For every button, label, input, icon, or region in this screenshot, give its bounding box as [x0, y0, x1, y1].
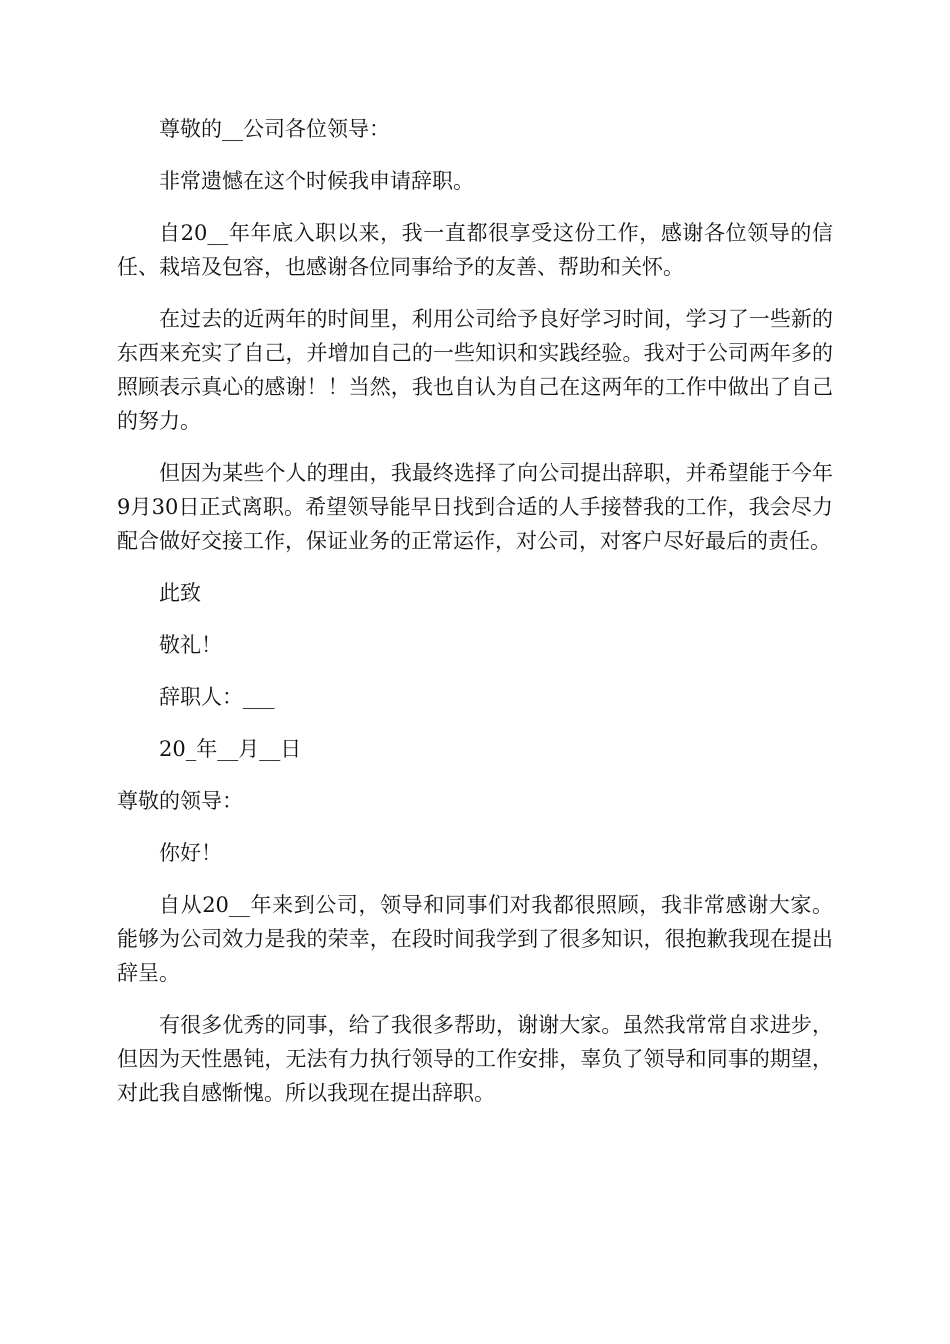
letter1-signer: 辞职人：___	[159, 685, 275, 709]
letter1-closing-1: 此致	[159, 581, 201, 605]
document-page	[117, 112, 833, 1128]
letter1-closing-2: 敬礼！	[159, 633, 222, 657]
letter1-paragraph-2: 自20__年年底入职以来，我一直都很享受这份工作，感谢各位领导的信任、栽培及包容，也感谢各位同事给予的友善、帮助和关怀。	[117, 221, 833, 279]
letter2-greeting: 你好！	[159, 841, 222, 865]
letter2-paragraph-2: 有很多优秀的同事，给了我很多帮助，谢谢大家。虽然我常常自求进步，但因为天性愚钝，无法有力执行领导的工作安排，辜负了领导和同事的期望，对此我自感惭愧。所以我现在提出辞职。	[117, 1013, 833, 1105]
letter1-paragraph-3: 在过去的近两年的时间里，利用公司给予良好学习时间，学习了一些新的东西来充实了自己，并增加自己的一些知识和实践经验。我对于公司两年多的照顾表示真心的感谢！！当然，我也自认为自己在这两年的工作中做出了自己的努力。	[117, 307, 833, 433]
letter1-date: 20_年__月__日	[159, 737, 302, 761]
letter1-salutation: 尊敬的__公司各位领导：	[159, 117, 390, 141]
letter2-salutation: 尊敬的领导：	[117, 789, 243, 813]
letter1-paragraph-1: 非常遗憾在这个时候我申请辞职。	[159, 169, 474, 193]
letter1-paragraph-4: 但因为某些个人的理由，我最终选择了向公司提出辞职，并希望能于今年9月30日正式离职。希望领导能早日找到合适的人手接替我的工作，我会尽力配合做好交接工作，保证业务的正常运作，对公司，对客户尽好最后的责任。	[117, 461, 833, 553]
letter2-paragraph-1: 自从20__年来到公司，领导和同事们对我都很照顾，我非常感谢大家。能够为公司效力是我的荣幸，在段时间我学到了很多知识，很抱歉我现在提出辞呈。	[117, 893, 833, 985]
